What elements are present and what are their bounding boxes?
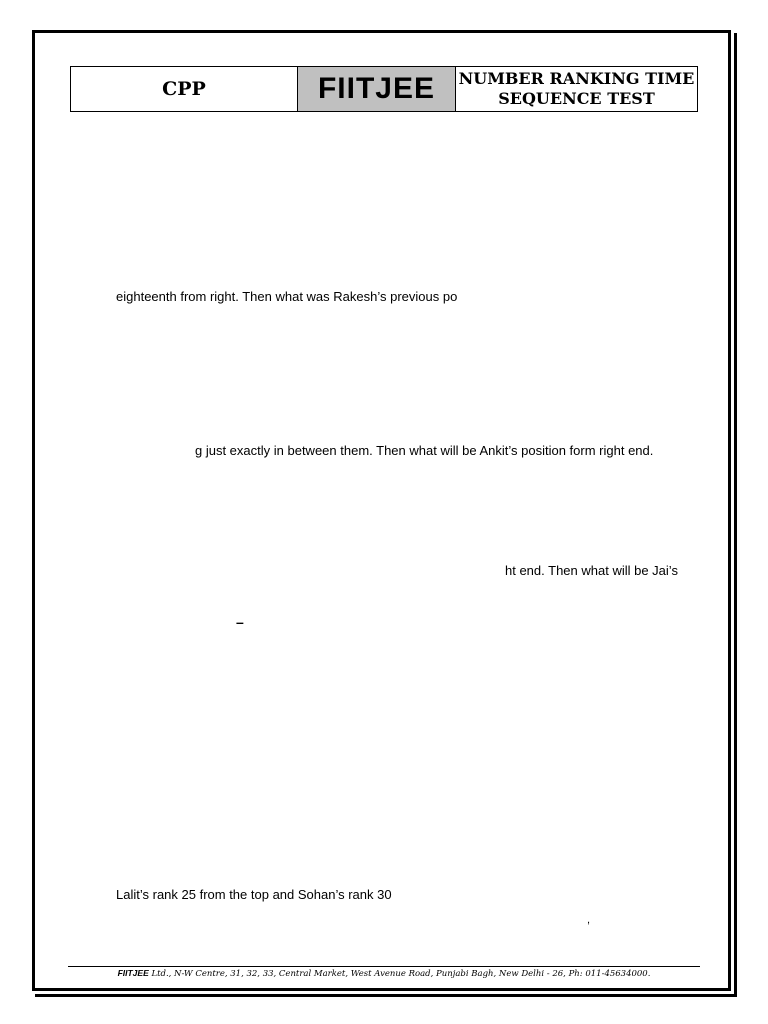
text-line-ankit: g just exactly in between them. Then what will be Ankit’s position form right end. — [195, 443, 654, 458]
header-topic — [456, 67, 697, 111]
footer-brand: FIITJEE — [117, 968, 149, 978]
header-topic-line2: SEQUENCE TEST — [498, 89, 655, 108]
header-topic-line1: NUMBER RANKING TIME — [458, 69, 695, 88]
header-brand: FIITJEE — [298, 67, 456, 111]
header-table — [70, 66, 698, 112]
page-border — [32, 30, 731, 991]
footer-address: Ltd., N-W Centre, 31, 32, 33, Central Market, West Avenue Road, Punjabi Bagh, New Delhi - 26, Ph: 011-45634000. — [148, 969, 651, 979]
footer-rule — [68, 966, 700, 967]
text-line-rakesh: eighteenth from right. Then what was Rakesh’s previous po — [116, 289, 458, 304]
text-line-lalit: Lalit’s rank 25 from the top and Sohan’s rank 30 — [116, 887, 392, 902]
text-dash: – — [236, 614, 244, 630]
text-comma: , — [587, 914, 591, 926]
header-cpp: CPP — [71, 67, 298, 111]
footer — [68, 968, 700, 979]
text-line-jai: ht end. Then what will be Jai’s — [505, 563, 678, 578]
